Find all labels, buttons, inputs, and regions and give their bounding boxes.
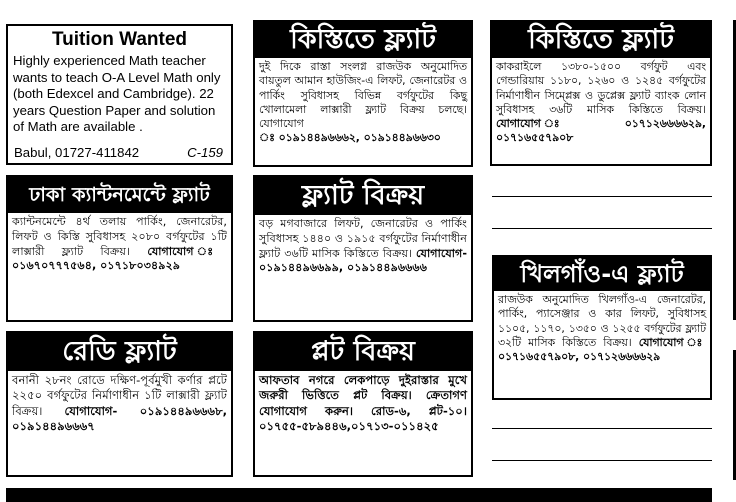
ad-plot-sale	[253, 331, 473, 477]
blank-line	[492, 428, 712, 429]
ad-title: Tuition Wanted	[51, 29, 188, 50]
ad-body: রাজউক অনুমোদিত খিলগাঁও-এ জেনারেটর, পার্কিং, প্যাসেঞ্জার ও কার লিফট, সুবিধাসহ ১১০৫, ১১৭০, ১৩৫০ ও ১২৫৫ বর্গফুটের ফ্ল্যাট ৩২টি মাসিক কিস্তিতে বিক্রয়।	[498, 293, 706, 349]
ad-body: ক্যান্টনমেন্টে ৪র্থ তলায় পার্কিং, জেনারেটর, লিফট ও কিস্তি সুবিধাসহ ২০৮০ বর্গফুটের ১টি লাক্সারী ফ্ল্যাট বিক্রয়।	[12, 215, 227, 258]
ad-title: কিস্তিতে ফ্ল্যাট	[492, 22, 710, 58]
ad-contact: ০১৭৫৫-৫৮৯৪৪৬,০১৭১৩-০১১৪২৫	[259, 418, 439, 433]
ad-kisti-flat-2	[490, 20, 712, 166]
ad-contact: Babul, 01727-411842	[14, 145, 140, 160]
ad-contact: যোগাযোগ ঃ ০১৬৭০৭৭৭৫৬৪, ০১৭১৮০৩৪৯২৯	[12, 244, 227, 273]
ad-body: Highly experienced Math teacher wants to teach O-A Level Math only (both Edexcel and Cambridge). 22 years Question Paper and solution of Math are available .	[13, 53, 221, 134]
ad-body: আফতাব নগরে লেকপাড়ে দুইরাস্তার মুখে জরুরী ভিত্তিতে প্লট বিক্রয়। ক্রেতাগণ যোগাযোগ করুন। রোড-৬, প্লট-১০।	[259, 373, 467, 418]
ad-khilgaon-flat	[492, 255, 712, 400]
ad-title: রেডি ফ্ল্যাট	[8, 333, 231, 371]
ad-title: কিস্তিতে ফ্ল্যাট	[255, 22, 471, 58]
ad-title: প্লট বিক্রয়	[255, 333, 471, 371]
blank-line	[492, 460, 712, 461]
ad-body: বনানী ২৮নং রোডে দক্ষিণ-পূর্বমুখী কর্ণার প্লটে ২২৫০ বর্গফুটের নির্মাণাধীন ১টি লাক্সারী ফ্ল্যাট বিক্রয়।	[12, 373, 227, 418]
ad-body: দুই দিকে রাস্তা সংলগ্ন রাজউক অনুমোদিত বায়তুল আমান হাউজিং-এ লিফট, জেনারেটর ও পার্কিং সুবিধাসহ বিভিন্ন বর্গফুটের কিছু খোলামেলা লাক্সারী ফ্ল্যাট বিক্রয় চলছে। যোগাযোগ	[259, 60, 467, 130]
ad-contact: যোগাযোগ- ০১৯১৪৪৯৬৬৬৮, ০১৯১৪৪৯৬৬৬৭	[12, 403, 227, 433]
ad-contact: যোগাযোগ ঃ ০১৭১৬৫৫৭৯০৮, ০১৭১২৬৬৬৬২৯	[498, 335, 706, 363]
blank-line	[492, 196, 712, 197]
ad-tuition-wanted	[6, 24, 233, 165]
ad-code: C-159	[187, 145, 223, 160]
ad-body: বড় মগবাজারে লিফট, জেনারেটর ও পার্কিং সুবিধাসহ ১৪৪০ ও ১৯১৫ বর্গফুটের নির্মাণাধীন ফ্ল্যাট ৩৬টি মাসিক কিস্তিতে বিক্রয়।	[259, 217, 467, 260]
ad-title: ফ্ল্যাট বিক্রয়	[255, 177, 471, 215]
ad-kisti-flat-1	[253, 20, 473, 167]
ad-title: ঢাকা ক্যান্টনমেন্টে ফ্ল্যাট	[8, 177, 231, 213]
ad-cantonment-flat	[6, 175, 233, 322]
bottom-banner	[6, 488, 712, 502]
ad-flat-sale	[253, 175, 473, 322]
ad-contact: যোগাযোগ ঃ ০১৭১২৬৬৬৬২৯, ০১৭১৬৫৫৭৯০৮	[496, 117, 706, 145]
ad-title: খিলগাঁও-এ ফ্ল্যাট	[494, 257, 710, 291]
ad-contact: যোগাযোগ- ০১৯১৪৪৯৬৬৯৯, ০১৯১৪৪৯৬৬৬৬	[259, 246, 467, 275]
blank-line	[492, 228, 712, 229]
ad-ready-flat	[6, 331, 233, 477]
ad-contact: ঃ ০১৯১৪৪৯৬৬৬২, ০১৯১৪৪৯৬৬৩০	[259, 131, 441, 145]
ad-body: কাকরাইলে ১৩৮০-১৫০০ বর্গফুট এবং গেন্ডারিয়ায় ১১৮০, ১২৬০ ও ১২৪৫ বর্গফুটের নির্মাণাধীন সিম্প্লেক্স ও ডুপ্লেক্স ফ্ল্যাট ব্যাংক লোন সুবিধাসহ ৩৬টি মাসিক কিস্তিতে বিক্রয়।	[496, 60, 706, 116]
